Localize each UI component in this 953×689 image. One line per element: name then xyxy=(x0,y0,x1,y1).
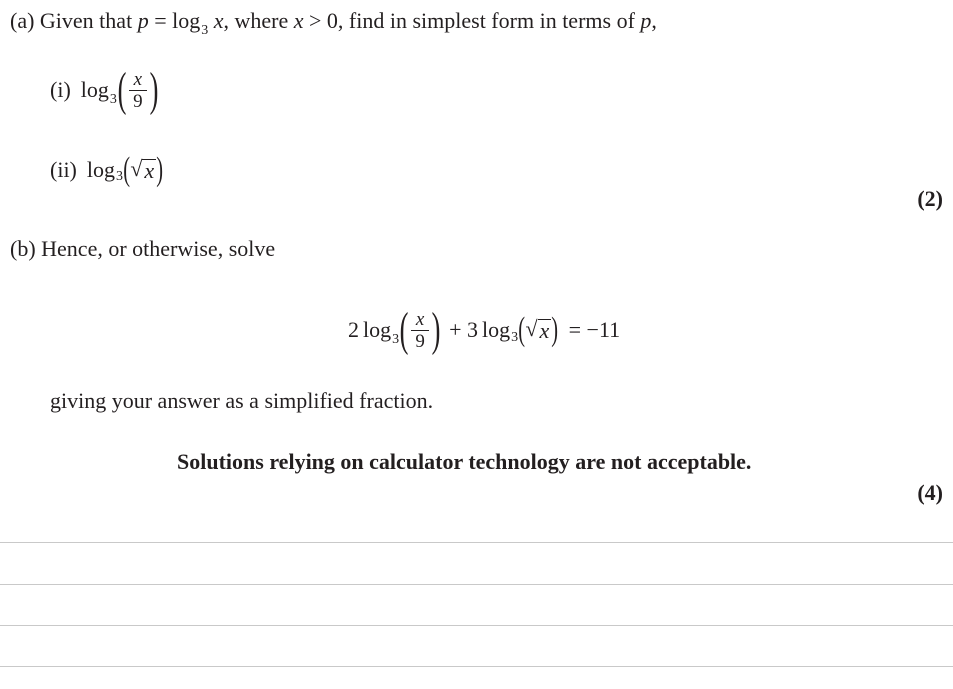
left-paren: ( xyxy=(399,303,409,356)
answer-line xyxy=(0,542,953,543)
marks-part-a: (2) xyxy=(917,186,943,211)
right-paren: ) xyxy=(551,311,559,348)
calculator-note: Solutions relying on calculator technology are not acceptable. xyxy=(177,449,752,474)
right-paren: ) xyxy=(156,151,164,188)
fraction-x-over-9: $\frac{x}{9}$ xyxy=(411,309,429,352)
right-paren: ) xyxy=(149,63,159,116)
part-b-label: (b) xyxy=(10,236,36,261)
square-root-x: √ x xyxy=(525,316,550,343)
right-paren: ) xyxy=(431,303,441,356)
equation: 2 log 3 ( $\frac{x}{9}$ ) + 3 log 3 ( √ x ) = −11 xyxy=(348,303,621,356)
square-root-x: √ x xyxy=(130,156,155,183)
part-a-label: (a) xyxy=(10,8,35,33)
answer-line xyxy=(0,666,953,667)
part-a-intro: (a) Given that $p = \log_3 x$, where x > 0, find in simplest form in terms of p, xyxy=(10,8,657,38)
fraction-x-over-9: $\frac{x}{9}$ xyxy=(129,69,147,112)
part-a-i-label: (i) xyxy=(50,77,71,102)
answer-instruction: giving your answer as a simplified fraction. xyxy=(50,388,434,413)
part-a-i: (i) log 3 ( $\frac{x}{9}$ ) xyxy=(50,63,159,116)
part-b-intro: (b) Hence, or otherwise, solve xyxy=(10,236,276,261)
answer-line xyxy=(0,584,953,585)
left-paren: ( xyxy=(117,63,127,116)
part-a-ii-label: (ii) xyxy=(50,157,77,182)
part-a-ii: (ii) log 3 ( √ x ) xyxy=(50,151,164,188)
answer-line xyxy=(0,625,953,626)
left-paren: ( xyxy=(518,311,526,348)
marks-part-b: (4) xyxy=(917,480,943,505)
left-paren: ( xyxy=(123,151,131,188)
